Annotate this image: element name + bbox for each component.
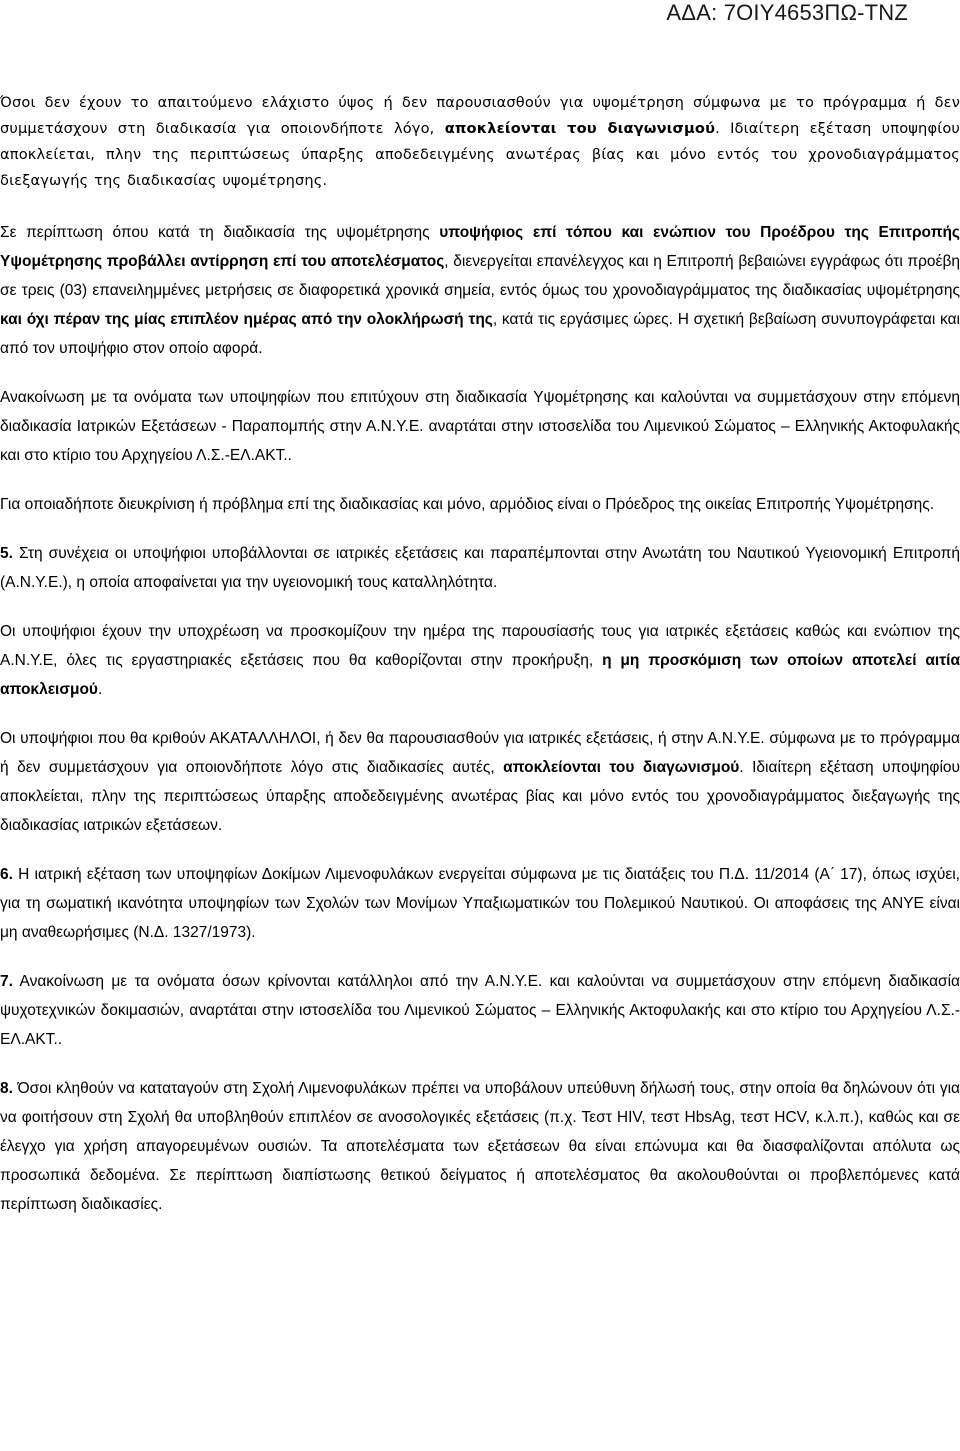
paragraph-announcement-height	[0, 383, 960, 470]
paragraph-section-7	[0, 967, 960, 1054]
text: . Ιδιαίτερη εξέταση υποψηφίου αποκλείεται, πλην της περιπτώσεως ύπαρξης αποδεδειγμένης ανωτέρας βίας και μόνο εντός του χρονοδιαγράμματος διεξαγωγής της διαδικασίας υψομέτρησης.	[0, 120, 960, 189]
emphasis: υποψήφιος επί τόπου και ενώπιον του Προέδρου της Επιτροπής Υψομέτρησης προβάλλει αντίρρηση επί του αποτελέσματος	[0, 224, 960, 270]
paragraph-section-8	[0, 1074, 960, 1219]
emphasis: η μη προσκόμιση των οποίων αποτελεί αιτία αποκλεισμού	[0, 652, 960, 698]
paragraph-section-5	[0, 539, 960, 597]
emphasis: αποκλείονται του διαγωνισμού	[503, 759, 740, 776]
text: . Ιδιαίτερη εξέταση υποψηφίου αποκλείεται, πλην της περιπτώσεως ύπαρξης αποδεδειγμένης ανωτέρας βίας και μόνο εντός του χρονοδιαγράμματος διεξαγωγής της διαδικασίας ιατρικών εξετάσεων.	[0, 759, 960, 834]
text: Στη συνέχεια οι υποψήφιοι υποβάλλονται σε ιατρικές εξετάσεις και παραπέμπονται στην Ανωτάτη του Ναυτικού Υγειονομική Επιτροπή (Α.Ν.Υ.Ε.), η οποία αποφαίνεται για την υγειονομική τους καταλληλότητα.	[0, 545, 960, 591]
emphasis: και όχι πέραν της μίας επιπλέον ημέρας από την ολοκλήρωσή της	[0, 311, 493, 328]
text: , διενεργείται επανέλεγχος και η Επιτροπή βεβαιώνει εγγράφως ότι προέβη σε τρεις (03) επανειλημμένες μετρήσεις σε διαφορετικά χρονικά σημεία, εντός όμως του χρονοδιαγράμματος της διαδικασίας υψομέτρησης	[0, 253, 960, 299]
document-body	[0, 90, 960, 1239]
paragraph-exclusion-medical	[0, 724, 960, 840]
text: .	[97, 681, 103, 698]
section-number: 6.	[0, 866, 13, 883]
text: Όσοι δεν έχουν το απαιτούμενο ελάχιστο ύψος ή δεν παρουσιασθούν για υψομέτρηση σύμφωνα με το πρόγραμμα ή δεν συμμετάσχουν στη διαδικασία για οποιονδήποτε λόγο,	[0, 94, 960, 137]
text: Σε περίπτωση όπου κατά τη διαδικασία της υψομέτρησης	[0, 224, 440, 241]
text: Η ιατρική εξέταση των υποψηφίων Δοκίμων Λιμενοφυλάκων ενεργείται σύμφωνα με τις διατάξεις του Π.Δ. 11/2014 (Α΄ 17), όπως ισχύει, για τη σωματική ικανότητα υποψηφίων των Σχολών των Μονίμων Υπαξιωματικών του Πολεμικού Ναυτικού. Οι αποφάσεις της ΑΝΥΕ είναι μη αναθεωρήσιμες (Ν.Δ. 1327/1973).	[0, 866, 960, 941]
paragraph-lab-tests	[0, 617, 960, 704]
text: Ανακοίνωση με τα ονόματα όσων κρίνονται κατάλληλοι από την Α.Ν.Υ.Ε. και καλούνται να συμμετάσχουν στην επόμενη διαδικασία ψυχοτεχνικών δοκιμασιών, αναρτάται στην ιστοσελίδα του Λιμενικού Σώματος – Ελληνικής Ακτοφυλακής και στο κτίριο του Αρχηγείου Λ.Σ.-ΕΛ.ΑΚΤ..	[0, 973, 960, 1048]
ada-code: ΑΔΑ: 7ΟΙΥ4653ΠΩ-ΤΝΖ	[666, 0, 908, 25]
paragraph-objection	[0, 218, 960, 363]
section-number: 8.	[0, 1080, 13, 1097]
text: Όσοι κληθούν να καταταγούν στη Σχολή Λιμενοφυλάκων πρέπει να υποβάλουν υπεύθυνη δήλωσή τους, στην οποία θα δηλώνουν ότι για να φοιτήσουν στη Σχολή θα υποβληθούν επιπλέον σε ανοσολογικές εξετάσεις (π.χ. Τεστ HIV, τεστ HbsAg, τεστ HCV, κ.λ.π.), καθώς και σε έλεγχο για χρήση απαγορευμένων ουσιών. Τα αποτελέσματα των εξετάσεων θα είναι επώνυμα και θα διασφαλίζονται απόλυτα ως προσωπικά δεδομένα. Σε περίπτωση διαπίστωσης θετικού δείγματος ή αποτελέσματος θα ακολουθούνται οι προβλεπόμενες κατά περίπτωση διαδικασίες.	[0, 1080, 960, 1213]
text: Οι υποψήφιοι έχουν την υποχρέωση να προσκομίζουν την ημέρα της παρουσίασής τους για ιατρικές εξετάσεις καθώς και ενώπιον της Α.Ν.Υ.Ε, όλες τις εργαστηριακές εξετάσεις που θα καθορίζονται στην προκήρυξη,	[0, 623, 960, 669]
text: Ανακοίνωση με τα ονόματα των υποψηφίων που επιτύχουν στη διαδικασία Υψομέτρησης και καλούνται να συμμετάσχουν στην επόμενη διαδικασία Ιατρικών Εξετάσεων - Παραπομπής στην Α.Ν.Υ.Ε. αναρτάται στην ιστοσελίδα του Λιμενικού Σώματος – Ελληνικής Ακτοφυλακής και στο κτίριο του Αρχηγείου Λ.Σ.-ΕΛ.ΑΚΤ..	[0, 389, 960, 464]
emphasis: αποκλείονται του διαγωνισμού	[444, 120, 716, 137]
paragraph-exclusion-height	[0, 90, 960, 194]
paragraph-clarification	[0, 490, 960, 519]
section-number: 5.	[0, 545, 13, 562]
section-number: 7.	[0, 973, 13, 990]
text: , κατά τις εργάσιμες ώρες. Η σχετική βεβαίωση συνυπογράφεται και από τον υποψήφιο στον οποίο αφορά.	[0, 311, 960, 357]
paragraph-section-6	[0, 860, 960, 947]
text: Οι υποψήφιοι που θα κριθούν ΑΚΑΤΑΛΛΗΛΟΙ, ή δεν θα παρουσιασθούν για ιατρικές εξετάσεις, ή στην Α.Ν.Υ.Ε. σύμφωνα με το πρόγραμμα ή δεν συμμετάσχουν για οποιονδήποτε λόγο στις διαδικασίες αυτές,	[0, 730, 960, 776]
text: Για οποιαδήποτε διευκρίνιση ή πρόβλημα επί της διαδικασίας και μόνο, αρμόδιος είναι ο Πρόεδρος της οικείας Επιτροπής Υψομέτρησης.	[0, 496, 935, 513]
